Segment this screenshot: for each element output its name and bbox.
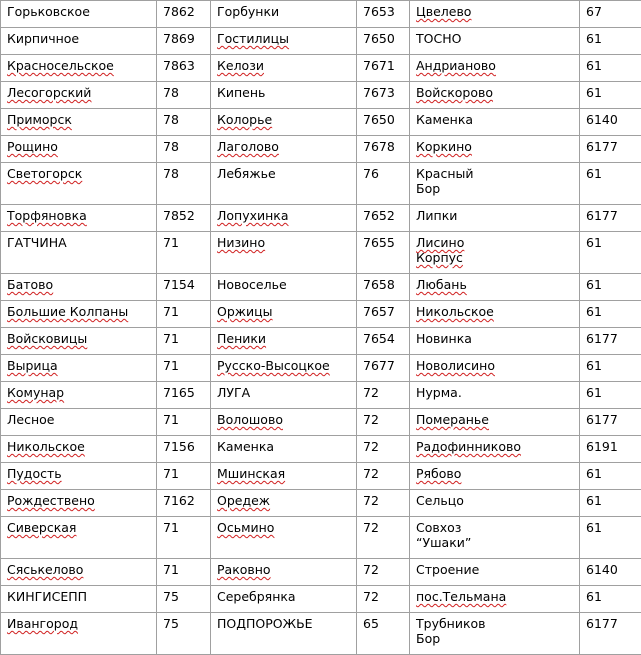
place-name-cell (211, 136, 357, 163)
phone-code-cell (580, 328, 641, 355)
phone-code: 72 (363, 439, 379, 454)
phone-code: 71 (163, 304, 179, 319)
place-name: Радофинниково (416, 439, 521, 454)
place-name: Бор (416, 631, 440, 646)
table-row (1, 301, 641, 328)
phone-code-cell (357, 163, 410, 205)
place-name-cell (1, 205, 157, 232)
place-name: Пудость (7, 466, 62, 481)
phone-code-cell (357, 328, 410, 355)
phone-code: 61 (586, 58, 602, 73)
place-name-cell (1, 586, 157, 613)
table-row (1, 274, 641, 301)
place-name-cell (1, 1, 157, 28)
phone-code-cell (580, 301, 641, 328)
place-name: Никольское (416, 304, 494, 319)
phone-code: 71 (163, 466, 179, 481)
place-name: Осьмино (217, 520, 274, 535)
phone-code: 61 (586, 166, 602, 181)
phone-code-cell (157, 232, 211, 274)
phone-code: 71 (163, 562, 179, 577)
place-name-cell (211, 517, 357, 559)
phone-code: 67 (586, 4, 602, 19)
phone-code-cell (357, 55, 410, 82)
place-name-cell (211, 1, 357, 28)
place-name: Серебрянка (217, 589, 296, 604)
phone-code: 78 (163, 139, 179, 154)
phone-code: 7658 (363, 277, 395, 292)
phone-code-cell (157, 586, 211, 613)
place-name: Мшинская (217, 466, 285, 481)
phone-code: 61 (586, 493, 602, 508)
table-row (1, 28, 641, 55)
place-name: Волошово (217, 412, 283, 427)
place-name-cell (410, 409, 580, 436)
phone-code: 61 (586, 31, 602, 46)
place-name: Померанье (416, 412, 489, 427)
phone-code: 78 (163, 112, 179, 127)
place-name-cell (410, 28, 580, 55)
phone-code: 7165 (163, 385, 195, 400)
phone-code-cell (580, 613, 641, 655)
place-name-cell (211, 355, 357, 382)
place-name: Сиверская (7, 520, 76, 535)
place-name: пос.Тельмана (416, 589, 506, 604)
table-row (1, 109, 641, 136)
place-name-cell (410, 382, 580, 409)
phone-code-cell (157, 1, 211, 28)
phone-code: 61 (586, 589, 602, 604)
phone-code-cell (580, 274, 641, 301)
place-name-cell (211, 82, 357, 109)
table-row (1, 517, 641, 559)
phone-code-cell (357, 559, 410, 586)
phone-code: 76 (363, 166, 379, 181)
phone-code-cell (157, 328, 211, 355)
place-name: ГАТЧИНА (7, 235, 67, 250)
phone-code: 72 (363, 520, 379, 535)
table-row (1, 436, 641, 463)
phone-code: 7673 (363, 85, 395, 100)
phone-code: 7652 (363, 208, 395, 223)
phone-code: 71 (163, 358, 179, 373)
table-body (1, 1, 641, 655)
phone-code-cell (157, 463, 211, 490)
phone-code-cell (157, 559, 211, 586)
place-name: Каменка (217, 439, 274, 454)
phone-code-cell (157, 613, 211, 655)
place-name: Новоселье (217, 277, 287, 292)
phone-code-cell (157, 28, 211, 55)
place-name-cell (1, 517, 157, 559)
place-name-cell (1, 490, 157, 517)
place-name: Торфяновка (7, 208, 87, 223)
phone-code-cell (157, 436, 211, 463)
place-name: Оржицы (217, 304, 273, 319)
phone-code-cell (580, 28, 641, 55)
phone-code-cell (357, 409, 410, 436)
place-name: Рождествено (7, 493, 95, 508)
phone-code-cell (157, 355, 211, 382)
table-row (1, 382, 641, 409)
place-name: Нурма. (416, 385, 462, 400)
place-name: Войсковицы (7, 331, 87, 346)
place-name-cell (410, 274, 580, 301)
phone-code-cell (157, 136, 211, 163)
phone-code-cell (357, 490, 410, 517)
phone-code: 6177 (586, 616, 618, 631)
phone-code: 72 (363, 466, 379, 481)
phone-code: 6177 (586, 139, 618, 154)
phone-code-cell (580, 136, 641, 163)
phone-code: 7869 (163, 31, 195, 46)
place-name-cell (211, 328, 357, 355)
phone-code: 71 (163, 412, 179, 427)
table-row (1, 55, 641, 82)
phone-code-cell (357, 301, 410, 328)
place-name-cell (410, 163, 580, 205)
phone-code-cell (157, 409, 211, 436)
place-name: Келози (217, 58, 264, 73)
place-name-cell (211, 205, 357, 232)
place-name: Любань (416, 277, 467, 292)
place-name: Сяськелово (7, 562, 83, 577)
phone-code: 7650 (363, 112, 395, 127)
phone-code-cell (580, 559, 641, 586)
place-name: ПОДПОРОЖЬЕ (217, 616, 313, 631)
place-name-cell (211, 613, 357, 655)
phone-code-cell (157, 382, 211, 409)
phone-code-cell (357, 28, 410, 55)
place-name: Лаголово (217, 139, 279, 154)
phone-code: 75 (163, 589, 179, 604)
place-name: Цвелево (416, 4, 471, 19)
place-name-cell (1, 163, 157, 205)
phone-code: 61 (586, 520, 602, 535)
phone-code-cell (157, 109, 211, 136)
place-name: Совхоз (416, 520, 461, 535)
phone-code-cell (580, 517, 641, 559)
phone-code: 75 (163, 616, 179, 631)
place-name: Горбунки (217, 4, 279, 19)
place-name: Коркино (416, 139, 472, 154)
place-name-cell (1, 28, 157, 55)
place-name: Раковно (217, 562, 271, 577)
phone-code: 6140 (586, 112, 618, 127)
table-row (1, 205, 641, 232)
place-name: Вырица (7, 358, 58, 373)
phone-code: 78 (163, 85, 179, 100)
phone-code-cell (157, 163, 211, 205)
place-name: Бор (416, 181, 440, 196)
phone-code: 6177 (586, 412, 618, 427)
table-row (1, 232, 641, 274)
phone-code-cell (357, 586, 410, 613)
place-name-cell (1, 55, 157, 82)
place-name-cell (1, 328, 157, 355)
place-name: Русско-Высоцкое (217, 358, 330, 373)
phone-code-cell (580, 409, 641, 436)
phone-code-cell (580, 355, 641, 382)
phone-code: 61 (586, 85, 602, 100)
place-name-cell (410, 490, 580, 517)
place-name-cell (410, 328, 580, 355)
place-name-cell (1, 382, 157, 409)
place-name: Кипень (217, 85, 265, 100)
place-name-cell (211, 301, 357, 328)
place-name: Никольское (7, 439, 85, 454)
phone-code: 7863 (163, 58, 195, 73)
phone-code-cell (357, 436, 410, 463)
place-name-cell (410, 205, 580, 232)
place-name-cell (211, 232, 357, 274)
place-name-cell (410, 55, 580, 82)
phone-code-cell (357, 109, 410, 136)
place-name: Красносельское (7, 58, 114, 73)
phone-code: 61 (586, 358, 602, 373)
table-row (1, 463, 641, 490)
phone-code: 71 (163, 235, 179, 250)
phone-code-cell (357, 232, 410, 274)
phone-code: 61 (586, 277, 602, 292)
place-name-cell (410, 463, 580, 490)
table-row (1, 409, 641, 436)
place-name-cell (1, 355, 157, 382)
place-name: Лопухинка (217, 208, 289, 223)
phone-code: 61 (586, 385, 602, 400)
phone-code-cell (357, 1, 410, 28)
place-name-cell (410, 586, 580, 613)
place-name: Ивангород (7, 616, 78, 631)
place-name: Новолисино (416, 358, 495, 373)
place-name: Войскорово (416, 85, 493, 100)
phone-code-cell (580, 205, 641, 232)
phone-code-cell (580, 55, 641, 82)
phone-code-cell (157, 55, 211, 82)
place-name-cell (410, 136, 580, 163)
place-name: Корпус (416, 250, 463, 265)
phone-code: 78 (163, 166, 179, 181)
table-row (1, 355, 641, 382)
phone-code: 6191 (586, 439, 618, 454)
phone-code: 7657 (363, 304, 395, 319)
place-name: Липки (416, 208, 457, 223)
place-name: Большие Колпаны (7, 304, 128, 319)
place-name: ТОСНО (416, 31, 461, 46)
place-name: Рощино (7, 139, 58, 154)
table-row (1, 613, 641, 655)
phone-code-cell (580, 163, 641, 205)
phone-code: 7156 (163, 439, 195, 454)
phone-code-cell (157, 490, 211, 517)
table-row (1, 1, 641, 28)
place-name-cell (410, 613, 580, 655)
place-name-cell (1, 436, 157, 463)
place-name: Новинка (416, 331, 472, 346)
place-name: Лебяжье (217, 166, 276, 181)
place-name: ЛУГА (217, 385, 250, 400)
place-name-cell (211, 109, 357, 136)
phone-code: 6177 (586, 208, 618, 223)
phone-code-cell (157, 301, 211, 328)
place-name: Кирпичное (7, 31, 79, 46)
place-name-cell (1, 301, 157, 328)
phone-code-cell (357, 613, 410, 655)
place-name: Колорье (217, 112, 272, 127)
place-name: Приморск (7, 112, 72, 127)
place-name: Низино (217, 235, 265, 250)
place-name: “Ушаки” (416, 535, 471, 550)
phone-code-cell (580, 1, 641, 28)
phone-code-cell (357, 355, 410, 382)
phone-code-cell (580, 586, 641, 613)
table-row (1, 490, 641, 517)
table-row (1, 559, 641, 586)
place-name-cell (1, 463, 157, 490)
table-row (1, 82, 641, 109)
phone-code: 7655 (363, 235, 395, 250)
place-name-cell (410, 301, 580, 328)
place-name: Трубников (416, 616, 486, 631)
phone-code-cell (357, 274, 410, 301)
place-name: Сельцо (416, 493, 464, 508)
place-name-cell (211, 409, 357, 436)
phone-code: 7852 (163, 208, 195, 223)
phone-code-cell (580, 436, 641, 463)
phone-code: 72 (363, 493, 379, 508)
place-name-cell (1, 136, 157, 163)
phone-code: 72 (363, 412, 379, 427)
phone-code-cell (157, 274, 211, 301)
place-name: Рябово (416, 466, 461, 481)
phone-code-cell (157, 82, 211, 109)
phone-code: 71 (163, 520, 179, 535)
phone-code-cell (157, 517, 211, 559)
place-name: Лесное (7, 412, 54, 427)
place-name-cell (410, 436, 580, 463)
phone-code-cell (157, 205, 211, 232)
phone-code: 61 (586, 304, 602, 319)
phone-code-cell (580, 463, 641, 490)
place-name: Гостилицы (217, 31, 289, 46)
phone-code-cell (357, 463, 410, 490)
phone-code-cell (357, 382, 410, 409)
phone-code: 7653 (363, 4, 395, 19)
place-name-cell (410, 559, 580, 586)
place-name-cell (1, 274, 157, 301)
place-name-cell (211, 55, 357, 82)
phone-code: 65 (363, 616, 379, 631)
place-name-cell (211, 490, 357, 517)
place-name: Комунар (7, 385, 64, 400)
phone-code-cell (580, 382, 641, 409)
place-name-cell (211, 586, 357, 613)
phone-code: 72 (363, 385, 379, 400)
phone-code-cell (357, 205, 410, 232)
place-name-cell (410, 517, 580, 559)
phone-code-cell (580, 232, 641, 274)
phone-code: 72 (363, 562, 379, 577)
phone-code-cell (357, 82, 410, 109)
place-name-cell (1, 109, 157, 136)
table-row (1, 328, 641, 355)
place-name: Батово (7, 277, 53, 292)
phone-code: 7677 (363, 358, 395, 373)
place-name-cell (410, 355, 580, 382)
place-name-cell (211, 274, 357, 301)
phone-code: 7671 (363, 58, 395, 73)
phone-code-cell (357, 136, 410, 163)
place-name: Лисино (416, 235, 464, 250)
place-name-cell (211, 163, 357, 205)
place-name: Горьковское (7, 4, 90, 19)
phone-code: 61 (586, 466, 602, 481)
place-name-cell (410, 109, 580, 136)
place-name-cell (211, 559, 357, 586)
phone-code: 61 (586, 235, 602, 250)
place-name: Строение (416, 562, 479, 577)
place-name-cell (1, 409, 157, 436)
phone-code-cell (580, 109, 641, 136)
place-name-cell (410, 232, 580, 274)
phone-code: 7650 (363, 31, 395, 46)
phone-code: 6177 (586, 331, 618, 346)
phone-code: 7154 (163, 277, 195, 292)
place-name: Андрианово (416, 58, 496, 73)
table-row (1, 163, 641, 205)
place-name-cell (1, 559, 157, 586)
place-name: Лесогорский (7, 85, 91, 100)
place-name: Каменка (416, 112, 473, 127)
place-name: Красный (416, 166, 474, 181)
place-name: Пеники (217, 331, 266, 346)
place-name-cell (410, 1, 580, 28)
place-name: Оредеж (217, 493, 270, 508)
phone-code-cell (580, 490, 641, 517)
phone-code: 7654 (363, 331, 395, 346)
phone-code: 7678 (363, 139, 395, 154)
place-name: КИНГИСЕПП (7, 589, 87, 604)
phone-code: 7862 (163, 4, 195, 19)
place-name-cell (211, 436, 357, 463)
phone-code: 72 (363, 589, 379, 604)
table-row (1, 136, 641, 163)
phone-code-cell (357, 517, 410, 559)
phone-code: 7162 (163, 493, 195, 508)
place-name-cell (1, 82, 157, 109)
place-name-cell (211, 382, 357, 409)
place-name-cell (211, 463, 357, 490)
place-name-cell (1, 613, 157, 655)
phone-code-cell (580, 82, 641, 109)
phone-code: 6140 (586, 562, 618, 577)
phone-code: 71 (163, 331, 179, 346)
place-name-cell (410, 82, 580, 109)
place-name-cell (211, 28, 357, 55)
place-name: Светогорск (7, 166, 82, 181)
place-name-cell (1, 232, 157, 274)
table-row (1, 586, 641, 613)
